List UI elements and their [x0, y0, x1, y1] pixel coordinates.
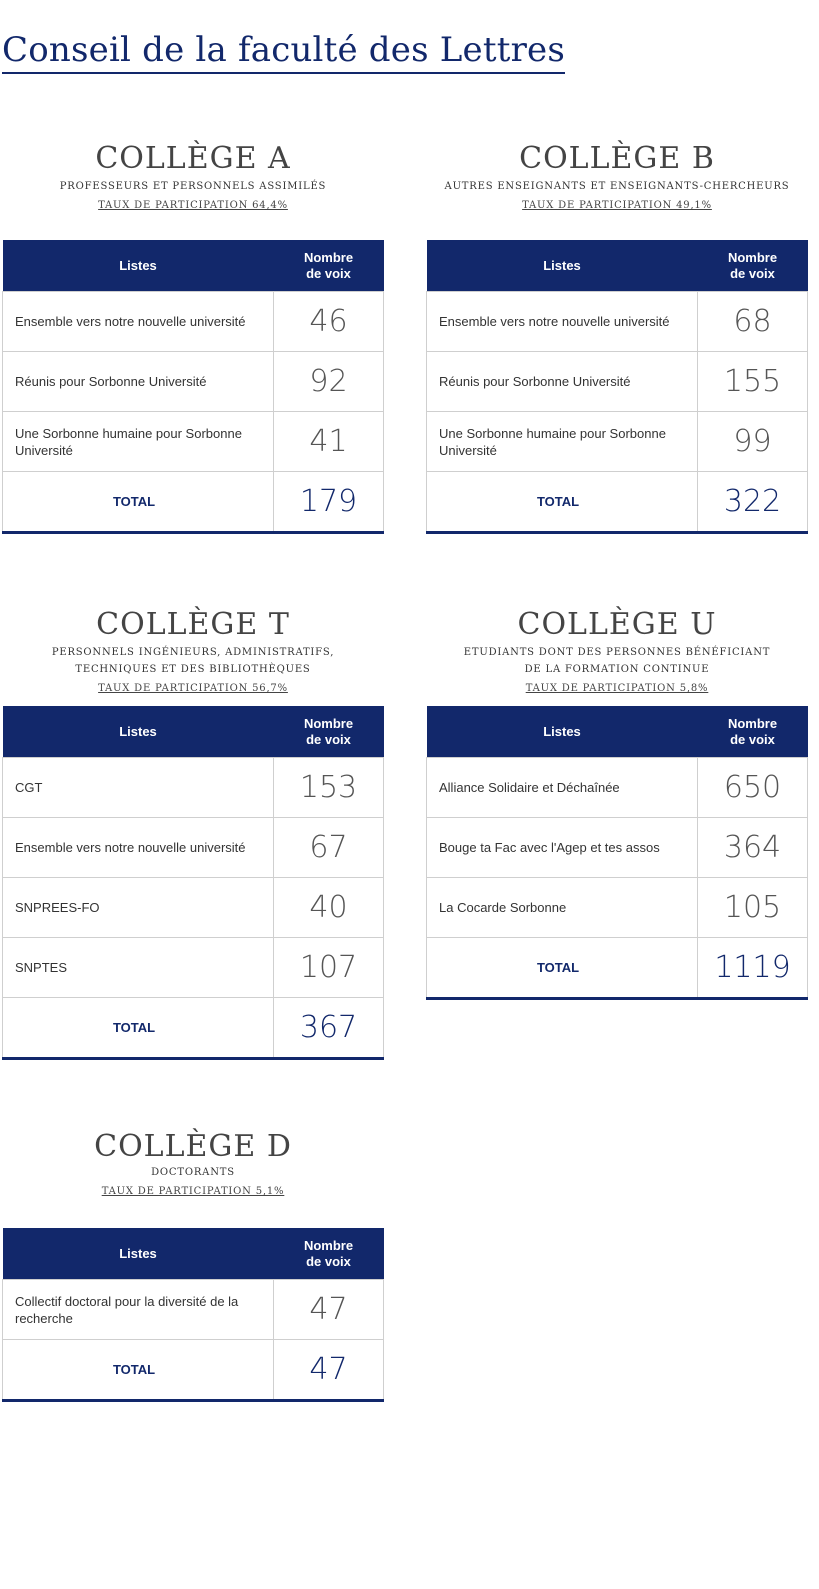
- vote-count: 47: [274, 1280, 384, 1340]
- vote-count: 68: [698, 292, 808, 352]
- results-table: [2, 240, 384, 534]
- list-name: SNPTES: [3, 938, 274, 998]
- table-row: [427, 758, 808, 818]
- college-subtitle: TECHNIQUES ET DES BIBLIOTHÈQUES: [75, 664, 311, 675]
- table-header-row: [3, 240, 384, 292]
- total-row: [427, 938, 808, 999]
- table-header-row: [427, 240, 808, 292]
- list-name: Réunis pour Sorbonne Université: [427, 352, 698, 412]
- list-name: Alliance Solidaire et Déchaînée: [427, 758, 698, 818]
- results-table: [2, 1228, 384, 1402]
- college-subtitle: PERSONNELS INGÉNIEURS, ADMINISTRATIFS,: [51, 647, 335, 658]
- list-name: Réunis pour Sorbonne Université: [3, 352, 274, 412]
- header-votes-line1: Nombre: [727, 249, 778, 265]
- vote-count: 153: [274, 758, 384, 818]
- header-votes: [698, 240, 808, 292]
- college-subtitle: PROFESSEURS ET PERSONNELS ASSIMILÉS: [59, 181, 327, 192]
- table-header-row: [427, 706, 808, 758]
- college-header: [2, 608, 384, 697]
- header-votes: [274, 706, 384, 758]
- college-title: COLLÈGE T: [96, 607, 290, 642]
- list-name: SNPREES-FO: [3, 878, 274, 938]
- total-label: TOTAL: [3, 472, 274, 533]
- header-votes-line1: Nombre: [303, 249, 354, 265]
- vote-count: 364: [698, 818, 808, 878]
- header-lists: Listes: [3, 240, 274, 292]
- total-votes: 367: [274, 998, 384, 1059]
- total-votes: 179: [274, 472, 384, 533]
- results-table: [2, 706, 384, 1060]
- total-label: TOTAL: [3, 1340, 274, 1401]
- list-name: Ensemble vers notre nouvelle université: [3, 818, 274, 878]
- college-header: [2, 1130, 384, 1200]
- college-d-section: [2, 1129, 384, 1387]
- vote-count: 155: [698, 352, 808, 412]
- vote-count: 46: [274, 292, 384, 352]
- total-row: [427, 472, 808, 533]
- page-title: Conseil de la faculté des Lettres: [2, 28, 565, 74]
- total-row: [3, 1340, 384, 1401]
- header-votes-line1: Nombre: [303, 1237, 354, 1253]
- table-row: [427, 352, 808, 412]
- header-votes-line2: de voix: [730, 731, 775, 747]
- total-label: TOTAL: [427, 938, 698, 999]
- table-row: [427, 412, 808, 472]
- header-votes-line2: de voix: [730, 265, 775, 281]
- header-lists: Listes: [427, 706, 698, 758]
- participation-rate: TAUX DE PARTICIPATION 5,8%: [525, 683, 709, 694]
- college-subtitle: DOCTORANTS: [151, 1167, 235, 1178]
- header-votes-line1: Nombre: [727, 715, 778, 731]
- college-title: COLLÈGE B: [519, 141, 715, 176]
- header-votes: [274, 1228, 384, 1280]
- table-row: [3, 412, 384, 472]
- participation-rate: TAUX DE PARTICIPATION 56,7%: [98, 683, 288, 694]
- table-row: [427, 878, 808, 938]
- vote-count: 67: [274, 818, 384, 878]
- vote-count: 650: [698, 758, 808, 818]
- college-subtitle: DE LA FORMATION CONTINUE: [524, 664, 710, 675]
- table-row: [3, 938, 384, 998]
- list-name: Collectif doctoral pour la diversité de la recherche: [3, 1280, 274, 1340]
- participation-rate: TAUX DE PARTICIPATION 49,1%: [522, 200, 712, 211]
- college-header: [2, 142, 384, 214]
- list-name: Ensemble vers notre nouvelle université: [427, 292, 698, 352]
- total-row: [3, 472, 384, 533]
- college-u-section: [426, 607, 808, 985]
- total-row: [3, 998, 384, 1059]
- table-header-row: [3, 706, 384, 758]
- table-row: [427, 818, 808, 878]
- vote-count: 41: [274, 412, 384, 472]
- header-votes-line2: de voix: [306, 731, 351, 747]
- table-row: [3, 1280, 384, 1340]
- college-subtitle: AUTRES ENSEIGNANTS ET ENSEIGNANTS-CHERCHEURS: [444, 181, 790, 192]
- total-label: TOTAL: [3, 998, 274, 1059]
- header-lists: Listes: [3, 1228, 274, 1280]
- list-name: Une Sorbonne humaine pour Sorbonne Université: [427, 412, 698, 472]
- vote-count: 40: [274, 878, 384, 938]
- header-votes: [274, 240, 384, 292]
- table-row: [3, 292, 384, 352]
- college-header: [426, 608, 808, 697]
- list-name: CGT: [3, 758, 274, 818]
- list-name: Bouge ta Fac avec l'Agep et tes assos: [427, 818, 698, 878]
- vote-count: 99: [698, 412, 808, 472]
- table-header-row: [3, 1228, 384, 1280]
- college-title: COLLÈGE A: [95, 141, 291, 176]
- list-name: Ensemble vers notre nouvelle université: [3, 292, 274, 352]
- table-row: [3, 878, 384, 938]
- list-name: Une Sorbonne humaine pour Sorbonne Université: [3, 412, 274, 472]
- college-header: [426, 142, 808, 214]
- participation-rate: TAUX DE PARTICIPATION 64,4%: [98, 200, 288, 211]
- results-table: [426, 706, 808, 1000]
- table-row: [3, 818, 384, 878]
- header-votes-line1: Nombre: [303, 715, 354, 731]
- header-votes-line2: de voix: [306, 1253, 351, 1269]
- header-votes-line2: de voix: [306, 265, 351, 281]
- header-lists: Listes: [427, 240, 698, 292]
- vote-count: 92: [274, 352, 384, 412]
- table-row: [3, 352, 384, 412]
- college-title: COLLÈGE D: [94, 1129, 292, 1164]
- header-votes: [698, 706, 808, 758]
- total-votes: 322: [698, 472, 808, 533]
- table-row: [3, 758, 384, 818]
- total-votes: 1119: [698, 938, 808, 999]
- header-lists: Listes: [3, 706, 274, 758]
- participation-rate: TAUX DE PARTICIPATION 5,1%: [101, 1186, 285, 1197]
- college-a-section: [2, 141, 384, 519]
- total-label: TOTAL: [427, 472, 698, 533]
- college-title: COLLÈGE U: [517, 607, 717, 642]
- total-votes: 47: [274, 1340, 384, 1401]
- list-name: La Cocarde Sorbonne: [427, 878, 698, 938]
- table-row: [427, 292, 808, 352]
- results-table: [426, 240, 808, 534]
- college-t-section: [2, 607, 384, 1045]
- vote-count: 107: [274, 938, 384, 998]
- vote-count: 105: [698, 878, 808, 938]
- college-subtitle: ETUDIANTS DONT DES PERSONNES BÉNÉFICIANT: [463, 647, 771, 658]
- college-b-section: [426, 141, 808, 519]
